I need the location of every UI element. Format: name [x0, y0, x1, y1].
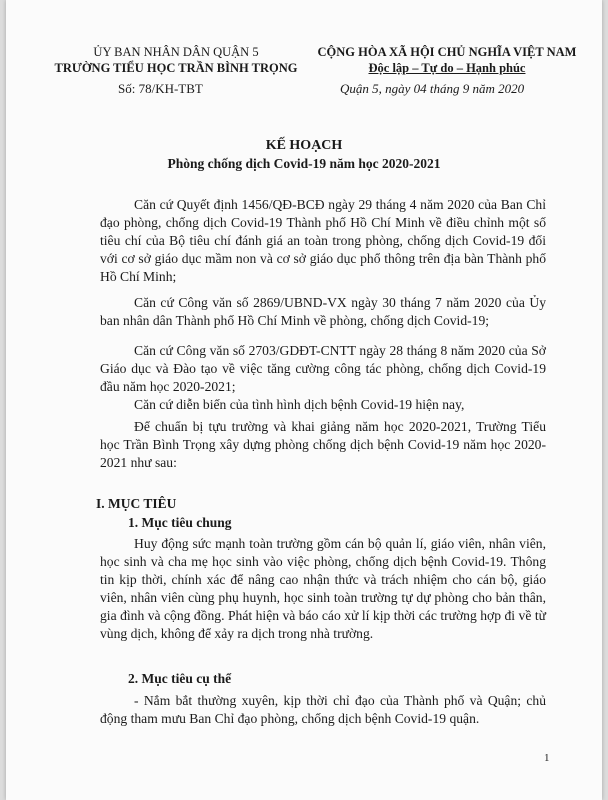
- issuer-line2: TRƯỜNG TIỂU HỌC TRẦN BÌNH TRỌNG: [54, 61, 298, 75]
- document-subtitle: Phòng chống dịch Covid-19 năm học 2020-2021: [167, 156, 441, 171]
- subsection-heading-general: 1. Mục tiêu chung: [128, 515, 232, 530]
- paragraph-general-goals: Huy động sức mạnh toàn trường gồm cán bộ quản lí, giáo viên, nhân viên, học sinh và cha mẹ học sinh vào việc phòng, chống dịch bệnh Covid-19. Thông tin kịp thời, chính xác để nâng cao nhận thức và trách nhiệm cho cán bộ, giáo viên, nhân viên cùng phụ huynh, học sinh toàn trường tự dự phòng cho bản thân, gia đình và cộng đồng. Phát hiện và báo cáo xử lí kịp thời các trường hợp đi về từ vùng dịch, không để xảy ra dịch trong nhà trường.: [100, 536, 546, 641]
- issuer-block: [54, 44, 298, 76]
- issuer-line1: ỦY BAN NHÂN DÂN QUẬN 5: [93, 45, 259, 59]
- motto: Độc lập – Tự do – Hạnh phúc: [368, 61, 526, 75]
- paragraph-specific-goals: - Nắm bắt thường xuyên, kịp thời chỉ đạo của Thành phố và Quận; chủ động tham mưu Ban Chỉ đạo phòng, chống dịch bệnh Covid-19 quận.: [100, 693, 546, 726]
- paragraph-2: Căn cứ Công văn số 2869/UBND-VX ngày 30 tháng 7 năm 2020 của Ủy ban nhân dân Thành phố Hồ Chí Minh về phòng, chống dịch Covid-19;: [100, 295, 546, 328]
- paragraph-4: Căn cứ diễn biến của tình hình dịch bệnh Covid-19 hiện nay,: [134, 397, 465, 412]
- document-title: KẾ HOẠCH: [265, 138, 343, 153]
- country-name: CỘNG HÒA XÃ HỘI CHỦ NGHĨA VIỆT NAM: [317, 45, 577, 59]
- paragraph-5: Để chuẩn bị tựu trường và khai giảng năm học 2020-2021, Trường Tiểu học Trần Bình Trọng xây dựng phòng chống dịch bệnh Covid-19 năm học 2020-2021 như sau:: [100, 419, 546, 470]
- page-number: 1: [544, 752, 550, 764]
- paragraph-1: Căn cứ Quyết định 1456/QĐ-BCĐ ngày 29 tháng 4 năm 2020 của Ban Chỉ đạo phòng, chống dịch Covid-19 Thành phố Hồ Chí Minh về điều chỉnh một số tiêu chí của Bộ tiêu chí đánh giá an toàn trong phòng, chống dịch Covid-19 đối với cơ sở giáo dục mầm non và cơ sở giáo dục phổ thông trên địa bàn Thành phố Hồ Chí Minh;: [100, 197, 546, 284]
- document-page: [6, 0, 602, 800]
- document-number: Số: 78/KH-TBT: [118, 81, 203, 96]
- national-motto-block: [306, 44, 588, 76]
- section-heading-goals: I. MỤC TIÊU: [96, 496, 177, 511]
- subsection-heading-specific: 2. Mục tiêu cụ thể: [128, 671, 232, 686]
- paragraph-3: Căn cứ Công văn số 2703/GDĐT-CNTT ngày 28 tháng 8 năm 2020 của Sở Giáo dục và Đào tạo về việc tăng cường công tác phòng, chống dịch Covid-19 đầu năm học 2020-2021;: [100, 343, 546, 394]
- document-date: Quận 5, ngày 04 tháng 9 năm 2020: [340, 81, 525, 96]
